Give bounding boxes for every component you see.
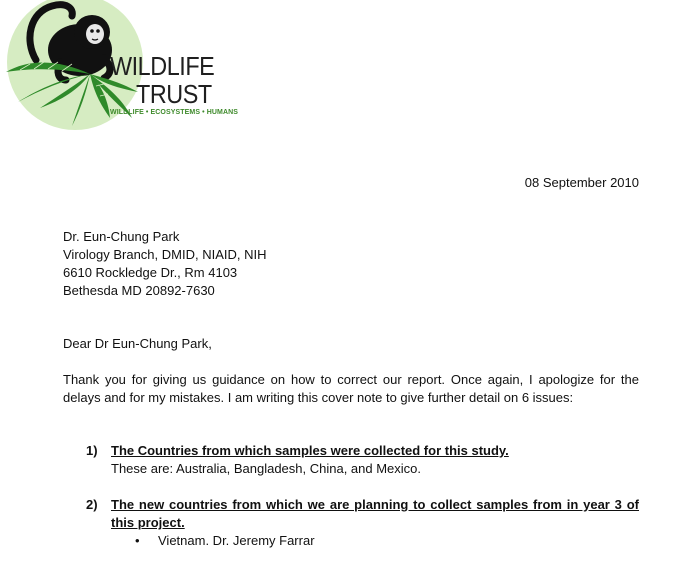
bullet-icon: •	[135, 533, 140, 548]
issue-title: The new countries from which we are planning to collect samples from in year 3 of this project.	[111, 497, 639, 530]
recipient-city: Bethesda MD 20892-7630	[63, 283, 215, 298]
issue-item	[0, 496, 693, 550]
salutation: Dear Dr Eun-Chung Park,	[63, 336, 212, 351]
bullet-text: Vietnam. Dr. Jeremy Farrar	[158, 533, 315, 548]
issue-number: 1)	[86, 443, 98, 458]
logo-line-wildlife: WILDLIFE	[110, 51, 215, 81]
logo-wordmark	[110, 52, 238, 117]
issue-bullet-list	[111, 532, 639, 550]
issue-item	[0, 442, 693, 478]
recipient-name: Dr. Eun-Chung Park	[63, 229, 180, 244]
recipient-address	[63, 228, 266, 300]
wildlife-trust-logo	[0, 0, 240, 135]
issue-detail: These are: Australia, Bangladesh, China, and Mexico.	[111, 461, 422, 476]
logo-line-trust: TRUST	[136, 79, 212, 109]
issue-number: 2)	[86, 497, 98, 512]
intro-paragraph: Thank you for giving us guidance on how to correct our report. Once again, I apologize for the delays and for my mistakes. I am writing this cover note to give further detail on 6 issues:	[63, 372, 639, 405]
issue-title: The Countries from which samples were collected for this study.	[111, 443, 509, 458]
issues-list	[0, 442, 693, 568]
letter-date: 08 September 2010	[524, 175, 639, 190]
logo-tagline: WILDLIFE • ECOSYSTEMS • HUMANS	[110, 109, 239, 116]
recipient-department: Virology Branch, DMID, NIAID, NIH	[63, 247, 267, 262]
recipient-street: 6610 Rockledge Dr., Rm 4103	[63, 265, 238, 280]
list-item	[111, 532, 639, 550]
